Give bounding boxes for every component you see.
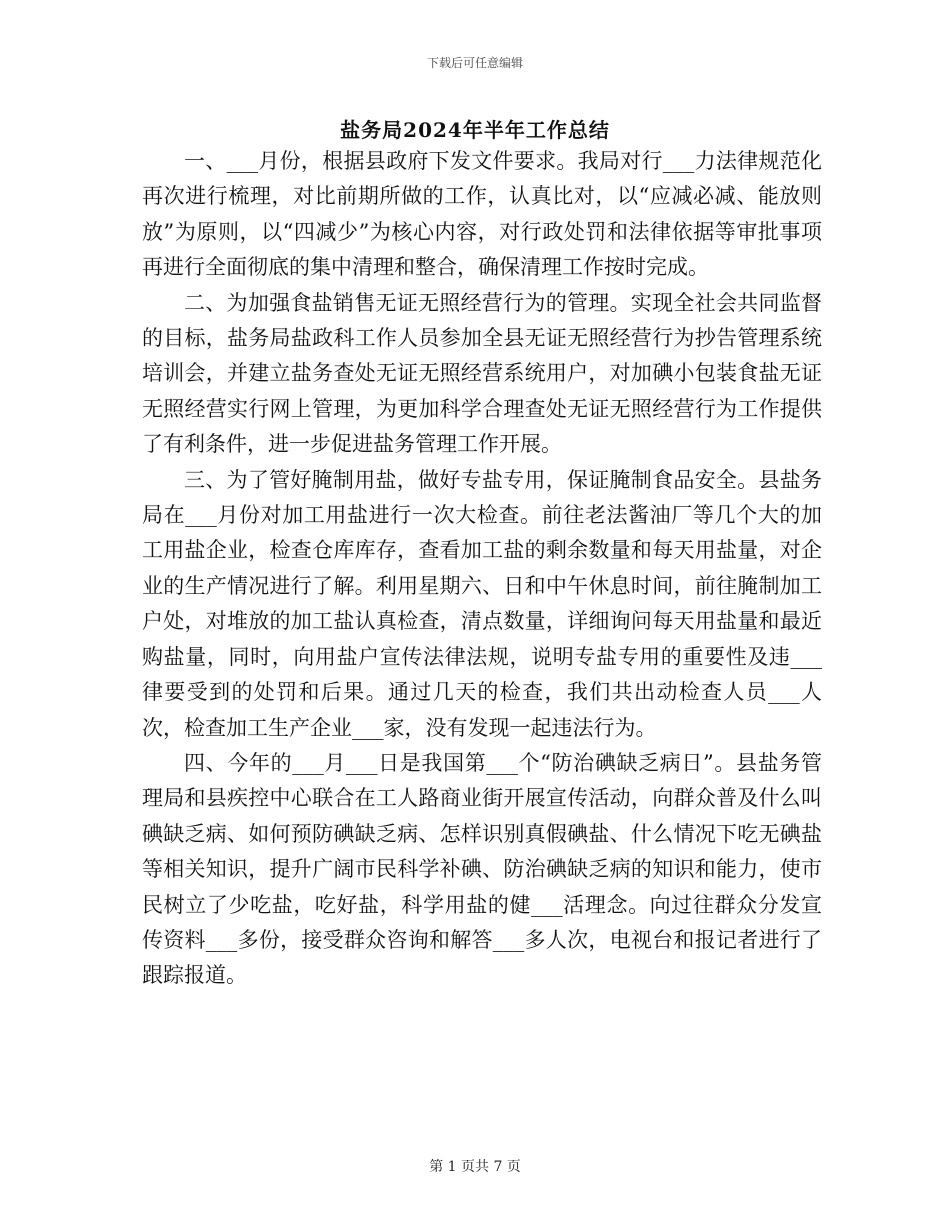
paragraph-3: 三、为了管好腌制用盐，做好专盐专用，保证腌制食品安全。县盐务局在___月份对加工用盐进行一次大检查。前往老法酱油厂等几个大的加工用盐企业，检查仓库库存，查看加工盐的剩余数量和每天用盐量，对企业的生产情况进行了解。利用星期六、日和中午休息时间，前往腌制加工户处，对堆放的加工盐认真检查，清点数量，详细询问每天用盐量和最近购盐量，同时，向用盐户宣传法律法规，说明专盐专用的重要性及违___律要受到的处罚和后果。通过几天的检查，我们共出动检查人员___人次，检查加工生产企业___家，没有发现一起违法行为。 — [142, 467, 822, 740]
document-body — [142, 144, 822, 994]
paragraph-4: 四、今年的___月___日是我国第___个“防治碘缺乏病日”。县盐务管理局和县疾控中心联合在工人路商业街开展宣传活动，向群众普及什么叫碘缺乏病、如何预防碘缺乏病、怎样识别真假碘盐、什么情况下吃无碘盐等相关知识，提升广阔市民科学补碘、防治碘缺乏病的知识和能力，使市民树立了少吃盐，吃好盐，科学用盐的健___活理念。向过往群众分发宣传资料___多份，接受群众咨询和解答___多人次，电视台和报记者进行了跟踪报道。 — [142, 750, 822, 988]
page-number: 第 1 页共 7 页 — [429, 1159, 521, 1175]
document-title: 盐务局2024年半年工作总结 — [340, 118, 610, 142]
page-header-note: 下载后可任意编辑 — [426, 56, 523, 70]
paragraph-2: 二、为加强食盐销售无证无照经营行为的管理。实现全社会共同监督的目标，盐务局盐政科工作人员参加全县无证无照经营行为抄告管理系统培训会，并建立盐务查处无证无照经营系统用户，对加碘小包装食盐无证无照经营实行网上管理，为更加科学合理查处无证无照经营行为工作提供了有利条件，进一步促进盐务管理工作开展。 — [142, 290, 822, 457]
paragraph-1: 一、___月份，根据县政府下发文件要求。我局对行___力法律规范化再次进行梳理，对比前期所做的工作，认真比对，以“应减必减、能放则放”为原则，以“四减少”为核心内容，对行政处罚和法律依据等审批事项再进行全面彻底的集中清理和整合，确保清理工作按时完成。 — [142, 149, 822, 280]
